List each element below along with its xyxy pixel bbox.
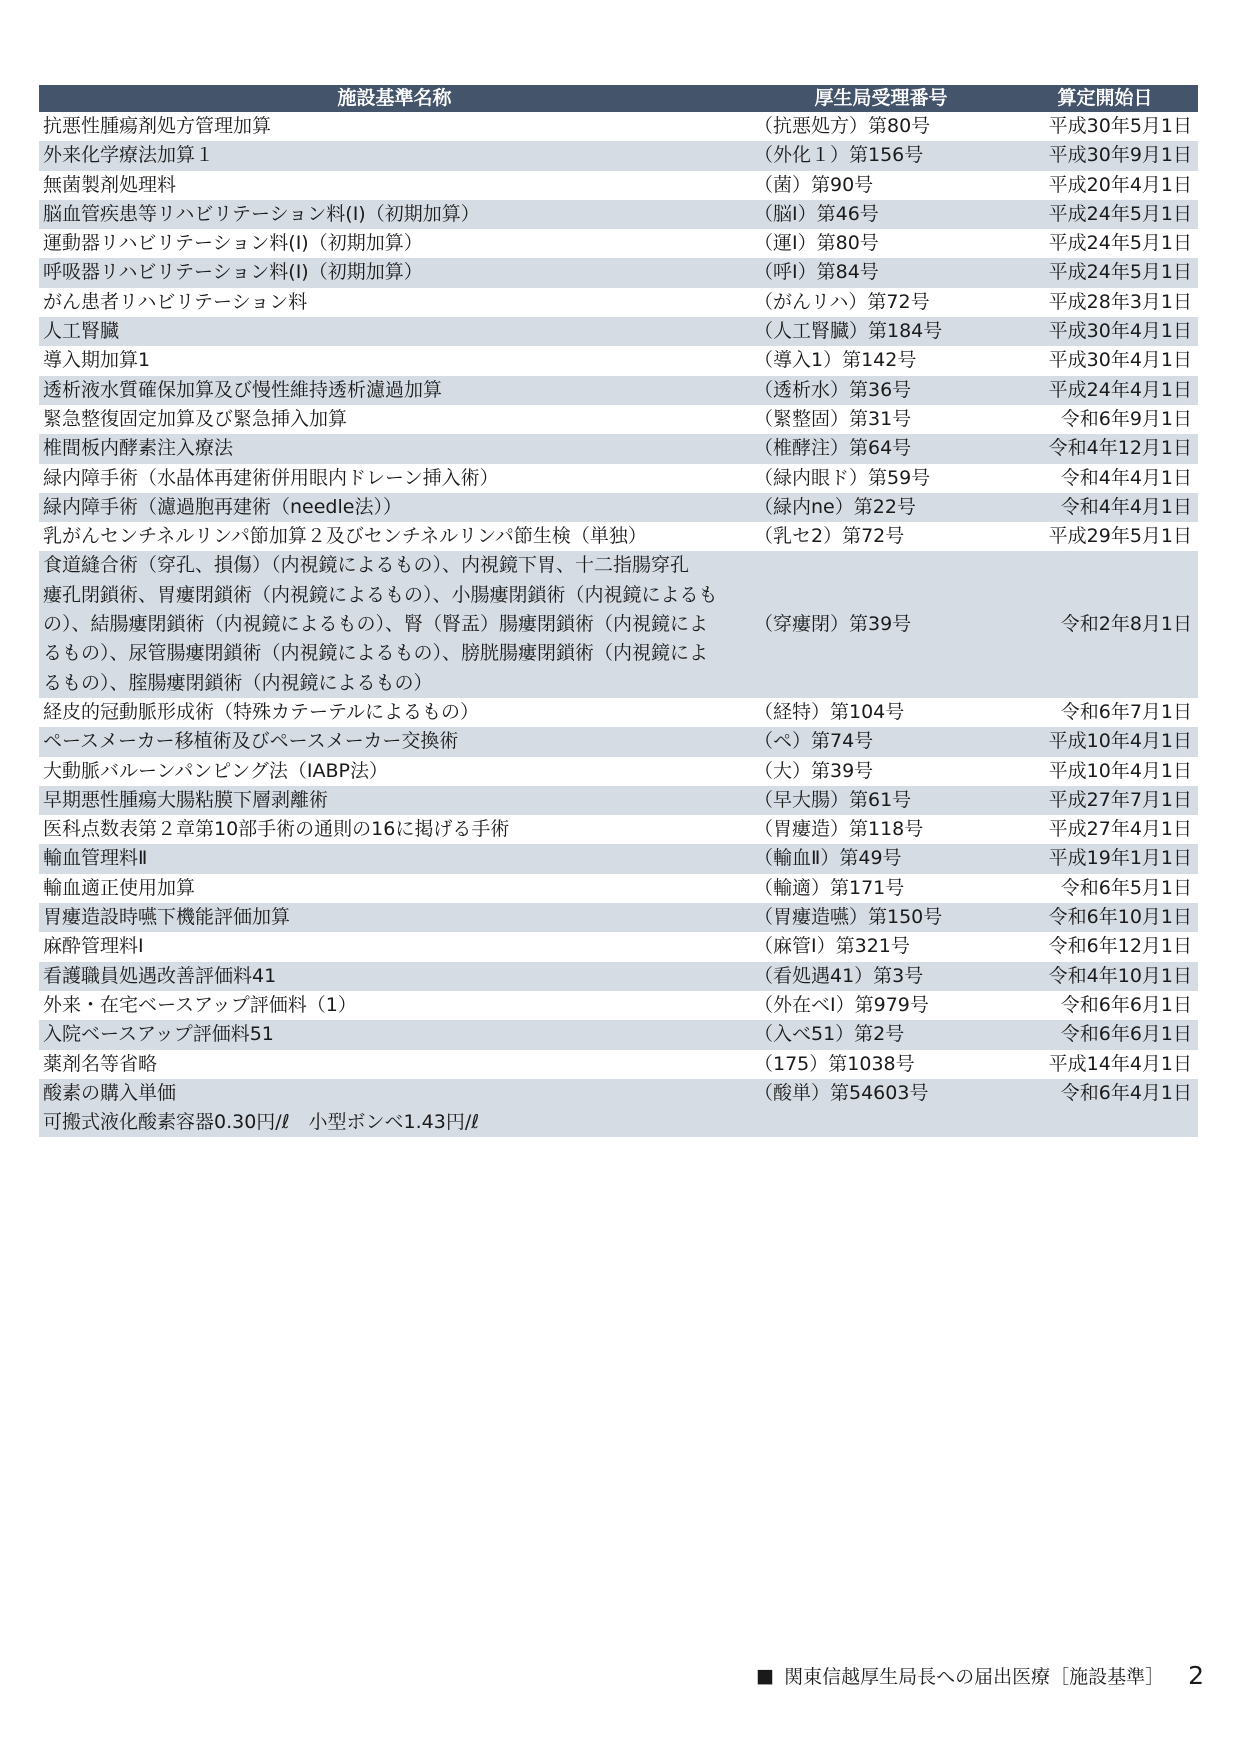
receipt-number-cell: （ペ）第74号	[750, 727, 1012, 756]
standard-name-cell	[39, 551, 750, 697]
table-body	[39, 112, 1198, 1137]
table-row	[39, 141, 1198, 170]
page-number: 2	[1188, 1661, 1204, 1690]
header-receipt-number: 厚生局受理番号	[750, 85, 1012, 112]
receipt-number-cell: （乳セ2）第72号	[750, 522, 1012, 551]
table-row	[39, 464, 1198, 493]
table-row	[39, 903, 1198, 932]
standard-name-cell	[39, 229, 750, 258]
table-row	[39, 932, 1198, 961]
receipt-number-cell: （緑内ne）第22号	[750, 493, 1012, 522]
standard-name-line: 脳血管疾患等リハビリテーション料(Ⅰ)（初期加算）	[43, 202, 480, 225]
standard-name-line: るもの）、腟腸瘻閉鎖術（内視鏡によるもの）	[43, 671, 433, 694]
table-row	[39, 522, 1198, 551]
start-date-cell: 平成14年4月1日	[1012, 1050, 1198, 1079]
start-date-cell: 平成24年5月1日	[1012, 258, 1198, 287]
start-date-cell: 令和6年6月1日	[1012, 1020, 1198, 1049]
standard-name-line: るもの）、尿管腸瘻閉鎖術（内視鏡によるもの）、膀胱腸瘻閉鎖術（内視鏡によ	[43, 642, 709, 665]
standard-name-line: 大動脈バルーンパンピング法（IABP法）	[43, 759, 389, 782]
standard-name-line: 無菌製剤処理料	[43, 173, 177, 196]
table-row	[39, 1079, 1198, 1138]
table-row	[39, 258, 1198, 287]
table-row	[39, 171, 1198, 200]
footer-marker: ■	[756, 1664, 775, 1687]
standard-name-cell	[39, 786, 750, 815]
header-start-date: 算定開始日	[1012, 85, 1198, 112]
start-date-cell: 令和6年4月1日	[1012, 1079, 1198, 1138]
standard-name-line: 外来化学療法加算１	[43, 144, 215, 167]
receipt-number-cell: （脳Ⅰ）第46号	[750, 200, 1012, 229]
start-date-cell: 平成24年4月1日	[1012, 376, 1198, 405]
standard-name-cell	[39, 727, 750, 756]
standard-name-line: 薬剤名等省略	[43, 1052, 158, 1075]
start-date-cell: 平成27年7月1日	[1012, 786, 1198, 815]
receipt-number-cell: （胃瘻造）第118号	[750, 815, 1012, 844]
standard-name-line: 経皮的冠動脈形成術（特殊カテーテルによるもの）	[43, 700, 480, 723]
receipt-number-cell: （入べ51）第2号	[750, 1020, 1012, 1049]
table-row	[39, 229, 1198, 258]
standard-name-cell	[39, 991, 750, 1020]
standard-name-line: 抗悪性腫瘍剤処方管理加算	[43, 115, 272, 137]
standard-name-line: 胃瘻造設時嚥下機能評価加算	[43, 906, 291, 929]
standard-name-line: 看護職員処遇改善評価料41	[43, 964, 277, 987]
start-date-cell: 平成10年4月1日	[1012, 757, 1198, 786]
standard-name-cell	[39, 757, 750, 786]
start-date-cell: 令和6年5月1日	[1012, 874, 1198, 903]
standard-name-line: 医科点数表第２章第10部手術の通則の16に掲げる手術	[43, 818, 510, 841]
standard-name-cell	[39, 317, 750, 346]
table-row	[39, 346, 1198, 375]
receipt-number-cell: （緊整固）第31号	[750, 405, 1012, 434]
table-row	[39, 815, 1198, 844]
start-date-cell: 平成10年4月1日	[1012, 727, 1198, 756]
standard-name-cell	[39, 405, 750, 434]
standard-name-cell	[39, 844, 750, 873]
start-date-cell: 令和6年7月1日	[1012, 698, 1198, 727]
receipt-number-cell: （輸適）第171号	[750, 874, 1012, 903]
standard-name-cell	[39, 815, 750, 844]
standard-name-line: 早期悪性腫瘍大腸粘膜下層剥離術	[43, 788, 329, 811]
standard-name-line: 可搬式液化酸素容器0.30円/ℓ 小型ボンベ1.43円/ℓ	[43, 1111, 480, 1134]
start-date-cell: 令和6年10月1日	[1012, 903, 1198, 932]
table-row	[39, 727, 1198, 756]
start-date-cell: 令和6年6月1日	[1012, 991, 1198, 1020]
standard-name-line: 緑内障手術（水晶体再建術併用眼内ドレーン挿入術）	[43, 466, 499, 489]
receipt-number-cell: （外化１）第156号	[750, 141, 1012, 170]
standard-name-line: 酸素の購入単価	[43, 1081, 177, 1104]
table-row	[39, 844, 1198, 873]
table-row	[39, 317, 1198, 346]
standard-name-line: の）、結腸瘻閉鎖術（内視鏡によるもの）、腎（腎盂）腸瘻閉鎖術（内視鏡によ	[43, 613, 709, 636]
standard-name-cell	[39, 141, 750, 170]
standard-name-line: 瘻孔閉鎖術、胃瘻閉鎖術（内視鏡によるもの）、小腸瘻閉鎖術（内視鏡によるも	[43, 583, 718, 606]
receipt-number-cell: （運Ⅰ）第80号	[750, 229, 1012, 258]
table-row	[39, 551, 1198, 697]
table-row	[39, 757, 1198, 786]
standard-name-cell	[39, 376, 750, 405]
standard-name-cell	[39, 288, 750, 317]
standard-name-cell	[39, 903, 750, 932]
receipt-number-cell: （がんリハ）第72号	[750, 288, 1012, 317]
standard-name-line: 緊急整復固定加算及び緊急挿入加算	[43, 407, 348, 430]
receipt-number-cell: （麻管Ⅰ）第321号	[750, 932, 1012, 961]
receipt-number-cell: （輸血Ⅱ）第49号	[750, 844, 1012, 873]
standard-name-line: 入院ベースアップ評価料51	[43, 1023, 274, 1046]
page-footer	[756, 1661, 1204, 1690]
receipt-number-cell: （早大腸）第61号	[750, 786, 1012, 815]
receipt-number-cell: （大）第39号	[750, 757, 1012, 786]
standard-name-cell	[39, 493, 750, 522]
receipt-number-cell: （175）第1038号	[750, 1050, 1012, 1079]
table-row	[39, 962, 1198, 991]
table-row	[39, 434, 1198, 463]
table-row	[39, 376, 1198, 405]
standard-name-cell	[39, 874, 750, 903]
receipt-number-cell: （外在ベⅠ）第979号	[750, 991, 1012, 1020]
receipt-number-cell: （呼Ⅰ）第84号	[750, 258, 1012, 287]
start-date-cell: 令和2年8月1日	[1012, 551, 1198, 697]
standard-name-line: 呼吸器リハビリテーション料(Ⅰ)（初期加算）	[43, 261, 423, 284]
table-row	[39, 112, 1198, 141]
standard-name-line: 乳がんセンチネルリンパ節加算２及びセンチネルリンパ節生検（単独）	[43, 525, 647, 548]
standard-name-cell	[39, 346, 750, 375]
standard-name-cell	[39, 112, 750, 141]
table-row	[39, 493, 1198, 522]
standard-name-cell	[39, 698, 750, 727]
receipt-number-cell: （人工腎臓）第184号	[750, 317, 1012, 346]
start-date-cell: 令和4年4月1日	[1012, 464, 1198, 493]
standard-name-cell	[39, 171, 750, 200]
standard-name-cell	[39, 522, 750, 551]
table-row	[39, 288, 1198, 317]
standard-name-line: 輸血適正使用加算	[43, 876, 196, 899]
standard-name-line: 導入期加算1	[43, 349, 151, 372]
facility-standards-table	[39, 85, 1198, 1137]
standard-name-cell	[39, 1020, 750, 1049]
receipt-number-cell: （酸単）第54603号	[750, 1079, 1012, 1138]
start-date-cell: 平成30年4月1日	[1012, 317, 1198, 346]
standard-name-line: 麻酔管理料Ⅰ	[43, 935, 144, 958]
receipt-number-cell: （椎酵注）第64号	[750, 434, 1012, 463]
start-date-cell: 平成19年1月1日	[1012, 844, 1198, 873]
receipt-number-cell: （透析水）第36号	[750, 376, 1012, 405]
table-row	[39, 874, 1198, 903]
standard-name-cell	[39, 932, 750, 961]
start-date-cell: 平成29年5月1日	[1012, 522, 1198, 551]
standard-name-line: 透析液水質確保加算及び慢性維持透析濾過加算	[43, 378, 443, 401]
start-date-cell: 平成28年3月1日	[1012, 288, 1198, 317]
table-row	[39, 786, 1198, 815]
start-date-cell: 平成24年5月1日	[1012, 200, 1198, 229]
receipt-number-cell: （菌）第90号	[750, 171, 1012, 200]
standard-name-line: 運動器リハビリテーション料(Ⅰ)（初期加算）	[43, 232, 423, 255]
standard-name-line: 椎間板内酵素注入療法	[43, 437, 234, 460]
receipt-number-cell: （穿瘻閉）第39号	[750, 551, 1012, 697]
start-date-cell: 平成30年9月1日	[1012, 141, 1198, 170]
start-date-cell: 令和4年4月1日	[1012, 493, 1198, 522]
standard-name-line: 緑内障手術（濾過胞再建術（needle法））	[43, 495, 402, 518]
receipt-number-cell: （経特）第104号	[750, 698, 1012, 727]
receipt-number-cell: （抗悪処方）第80号	[750, 112, 1012, 141]
table-row	[39, 698, 1198, 727]
receipt-number-cell: （緑内眼ド）第59号	[750, 464, 1012, 493]
start-date-cell: 平成24年5月1日	[1012, 229, 1198, 258]
receipt-number-cell: （胃瘻造嚥）第150号	[750, 903, 1012, 932]
start-date-cell: 平成20年4月1日	[1012, 171, 1198, 200]
start-date-cell: 令和6年9月1日	[1012, 405, 1198, 434]
start-date-cell: 平成30年4月1日	[1012, 346, 1198, 375]
start-date-cell: 令和4年10月1日	[1012, 962, 1198, 991]
receipt-number-cell: （導入1）第142号	[750, 346, 1012, 375]
standard-name-cell	[39, 962, 750, 991]
standard-name-line: 人工腎臓	[43, 320, 120, 343]
table-row	[39, 1050, 1198, 1079]
table-row	[39, 200, 1198, 229]
footer-title: 関東信越厚生局長への届出医療［施設基準］	[784, 1666, 1165, 1688]
standard-name-cell	[39, 464, 750, 493]
start-date-cell: 令和6年12月1日	[1012, 932, 1198, 961]
start-date-cell: 平成30年5月1日	[1012, 112, 1198, 141]
standard-name-line: がん患者リハビリテーション料	[43, 290, 308, 313]
standard-name-cell	[39, 200, 750, 229]
table-row	[39, 405, 1198, 434]
header-standard-name: 施設基準名称	[39, 85, 750, 112]
standard-name-line: ペースメーカー移植術及びペースメーカー交換術	[43, 730, 459, 753]
table-header-row	[39, 85, 1198, 112]
standard-name-line: 外来・在宅ベースアップ評価料（1）	[43, 993, 357, 1016]
start-date-cell: 平成27年4月1日	[1012, 815, 1198, 844]
start-date-cell: 令和4年12月1日	[1012, 434, 1198, 463]
standard-name-line: 食道縫合術（穿孔、損傷）（内視鏡によるもの）、内視鏡下胃、十二指腸穿孔	[43, 554, 690, 577]
standard-name-cell	[39, 1050, 750, 1079]
standard-name-cell	[39, 434, 750, 463]
standard-name-line: 輸血管理料Ⅱ	[43, 847, 148, 870]
standard-name-cell	[39, 258, 750, 287]
receipt-number-cell: （看処遇41）第3号	[750, 962, 1012, 991]
table-row	[39, 991, 1198, 1020]
standard-name-cell	[39, 1079, 750, 1138]
table-row	[39, 1020, 1198, 1049]
